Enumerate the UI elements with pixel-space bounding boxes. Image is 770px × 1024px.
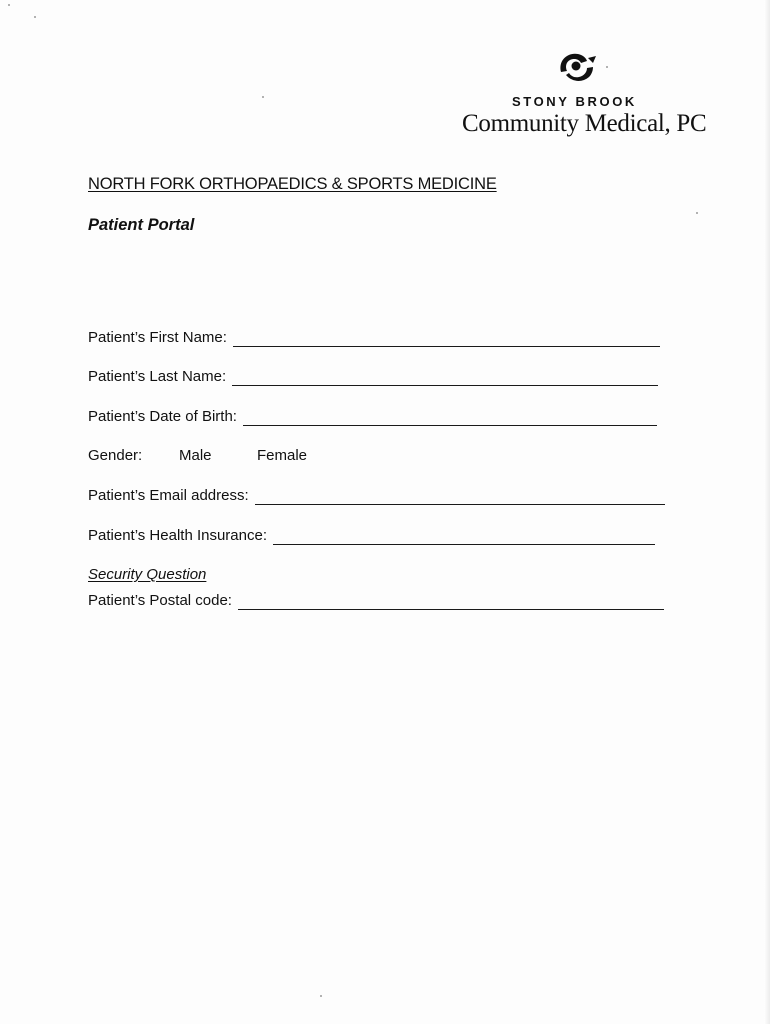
insurance-field xyxy=(88,527,655,545)
scan-speck xyxy=(8,4,10,6)
stony-brook-logo-icon xyxy=(552,46,600,90)
scan-speck xyxy=(606,66,608,68)
gender-option-male[interactable]: Male xyxy=(179,447,212,464)
scan-speck xyxy=(34,16,36,18)
insurance-label: Patient’s Health Insurance: xyxy=(88,527,267,544)
last-name-input-line[interactable] xyxy=(232,385,658,386)
logo-line-stony-brook: STONY BROOK xyxy=(512,94,637,109)
postal-code-input-line[interactable] xyxy=(238,609,664,610)
security-question-heading: Security Question xyxy=(88,566,207,583)
portal-title: Patient Portal xyxy=(88,216,195,234)
insurance-input-line[interactable] xyxy=(273,544,655,545)
last-name-label: Patient’s Last Name: xyxy=(88,368,227,385)
email-field xyxy=(88,487,665,505)
scan-speck xyxy=(320,995,322,997)
first-name-label: Patient’s First Name: xyxy=(88,329,227,346)
logo-line-community-medical: Community Medical, PC xyxy=(462,110,707,137)
postal-code-field xyxy=(88,592,664,610)
dob-field xyxy=(88,408,657,426)
first-name-field xyxy=(88,329,660,347)
gender-option-female[interactable]: Female xyxy=(257,447,308,464)
last-name-field xyxy=(88,368,658,386)
dob-input-line[interactable] xyxy=(243,425,657,426)
scan-speck xyxy=(696,212,698,214)
dob-label: Patient’s Date of Birth: xyxy=(88,408,237,425)
scan-speck xyxy=(262,96,264,98)
postal-code-label: Patient’s Postal code: xyxy=(88,592,232,609)
email-label: Patient’s Email address: xyxy=(88,487,249,504)
email-input-line[interactable] xyxy=(255,504,665,505)
gender-label: Gender: xyxy=(88,447,143,464)
practice-name: NORTH FORK ORTHOPAEDICS & SPORTS MEDICINE xyxy=(88,175,497,193)
first-name-input-line[interactable] xyxy=(233,346,660,347)
scan-edge-shadow xyxy=(764,0,770,1024)
